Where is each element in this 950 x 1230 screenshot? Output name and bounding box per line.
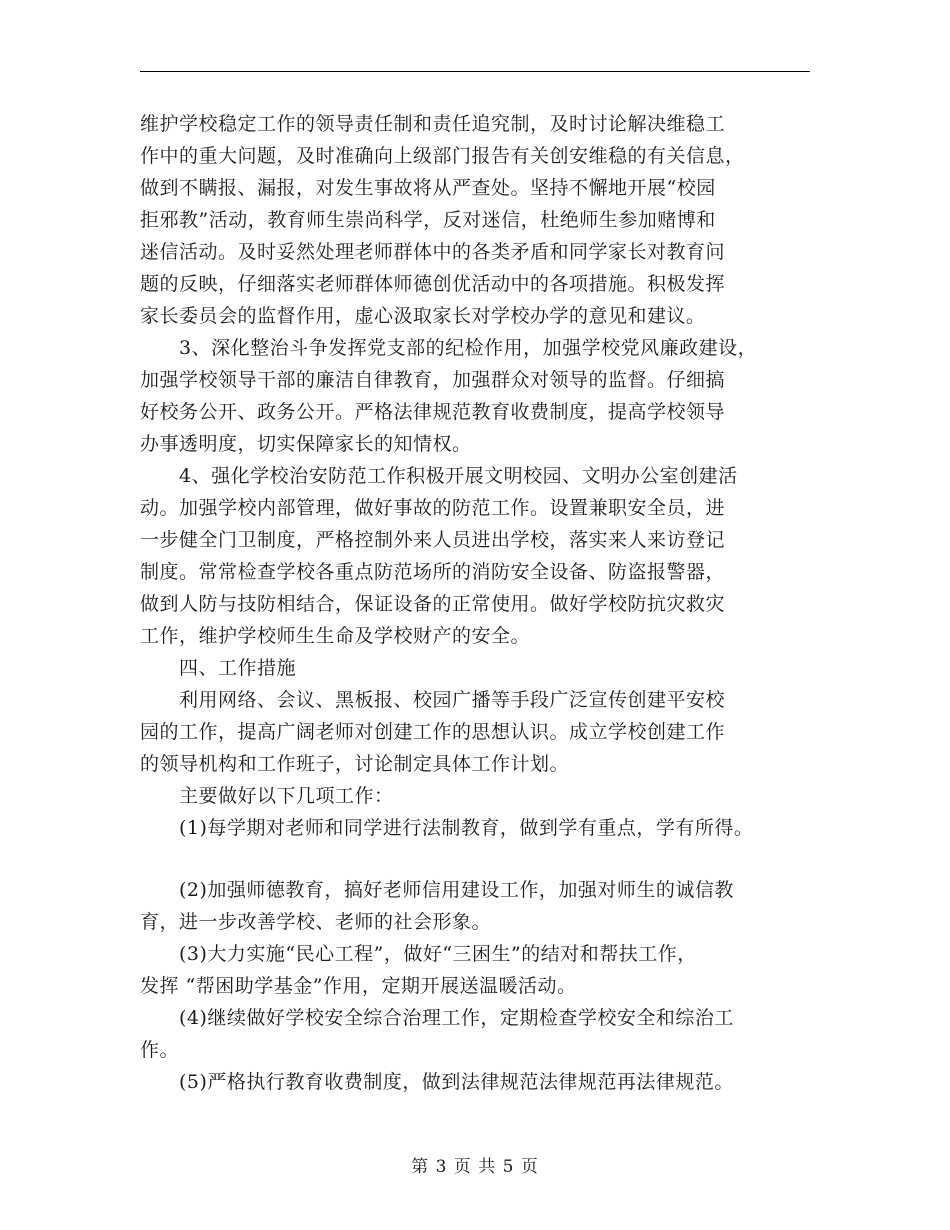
text-line: 动。加强学校内部管理，做好事故的防范工作。设置兼职安全员，进: [140, 497, 726, 519]
text-line: 3、深化整治斗争发挥党支部的纪检作用，加强学校党风廉政建设，: [140, 337, 758, 359]
text-line: 园的工作，提高广阔老师对创建工作的思想认识。成立学校创建工作: [140, 721, 726, 743]
list-item: (1)每学期对老师和同学进行法制教育，做到学有重点，学有所得。: [140, 817, 754, 839]
text-line: 家长委员会的监督作用，虚心汲取家长对学校办学的意见和建议。: [140, 305, 706, 327]
text-line: 办事透明度，切实保障家长的知情权。: [140, 433, 472, 455]
blank-line: [140, 844, 830, 874]
text-line: 拒邪教”活动，教育师生崇尚科学，反对迷信，杜绝师生参加赌博和: [140, 209, 716, 231]
text-line: 工作，维护学校师生生命及学校财产的安全。: [140, 625, 531, 647]
text-line: 主要做好以下几项工作：: [140, 785, 394, 807]
text-line: 作中的重大问题，及时准确向上级部门报告有关创安维稳的有关信息，: [140, 145, 745, 167]
body-text: [140, 108, 830, 1098]
text-line: 4、强化学校治安防范工作积极开展文明校园、文明办公室创建活: [140, 465, 738, 487]
text-line: 育，进一步改善学校、老师的社会形象。: [140, 911, 492, 933]
text-line: 做到人防与技防相结合，保证设备的正常使用。做好学校防抗灾救灾: [140, 593, 726, 615]
text-line: 发挥 “帮困助学基金”作用，定期开展送温暖活动。: [140, 975, 577, 997]
list-item: (3)大力实施“民心工程”，做好“三困生”的结对和帮扶工作，: [140, 943, 697, 965]
text-line: 好校务公开、政务公开。严格法律规范教育收费制度，提高学校领导: [140, 401, 726, 423]
section-heading: 四、工作措施: [140, 657, 297, 679]
text-line: 一步健全门卫制度，严格控制外来人员进出学校，落实来人来访登记: [140, 529, 726, 551]
text-line: 加强学校领导干部的廉洁自律教育，加强群众对领导的监督。仔细搞: [140, 369, 726, 391]
list-item: (2)加强师德教育，搞好老师信用建设工作，加强对师生的诚信教: [140, 879, 734, 901]
list-item: (5)严格执行教育收费制度，做到法律规范法律规范再法律规范。: [140, 1071, 734, 1093]
text-line: 作。: [140, 1039, 180, 1061]
list-item: (4)继续做好学校安全综合治理工作，定期检查学校安全和综治工: [140, 1007, 734, 1029]
text-line: 做到不瞒报、漏报，对发生事故将从严查处。坚持不懈地开展“校园: [140, 177, 716, 199]
header-rule: [140, 71, 810, 72]
text-line: 维护学校稳定工作的领导责任制和责任追究制，及时讨论解决维稳工: [140, 113, 726, 135]
text-line: 题的反映，仔细落实老师群体师德创优活动中的各项措施。积极发挥: [140, 273, 726, 295]
text-line: 制度。常常检查学校各重点防范场所的消防安全设备、防盗报警器，: [140, 561, 726, 583]
text-line: 的领导机构和工作班子，讨论制定具体工作计划。: [140, 753, 570, 775]
text-line: 利用网络、会议、黑板报、校园广播等手段广泛宣传创建平安校: [140, 689, 726, 711]
text-line: 迷信活动。及时妥然处理老师群体中的各类矛盾和同学家长对教育问: [140, 241, 726, 263]
page-footer: 第 3 页 共 5 页: [411, 1157, 539, 1177]
